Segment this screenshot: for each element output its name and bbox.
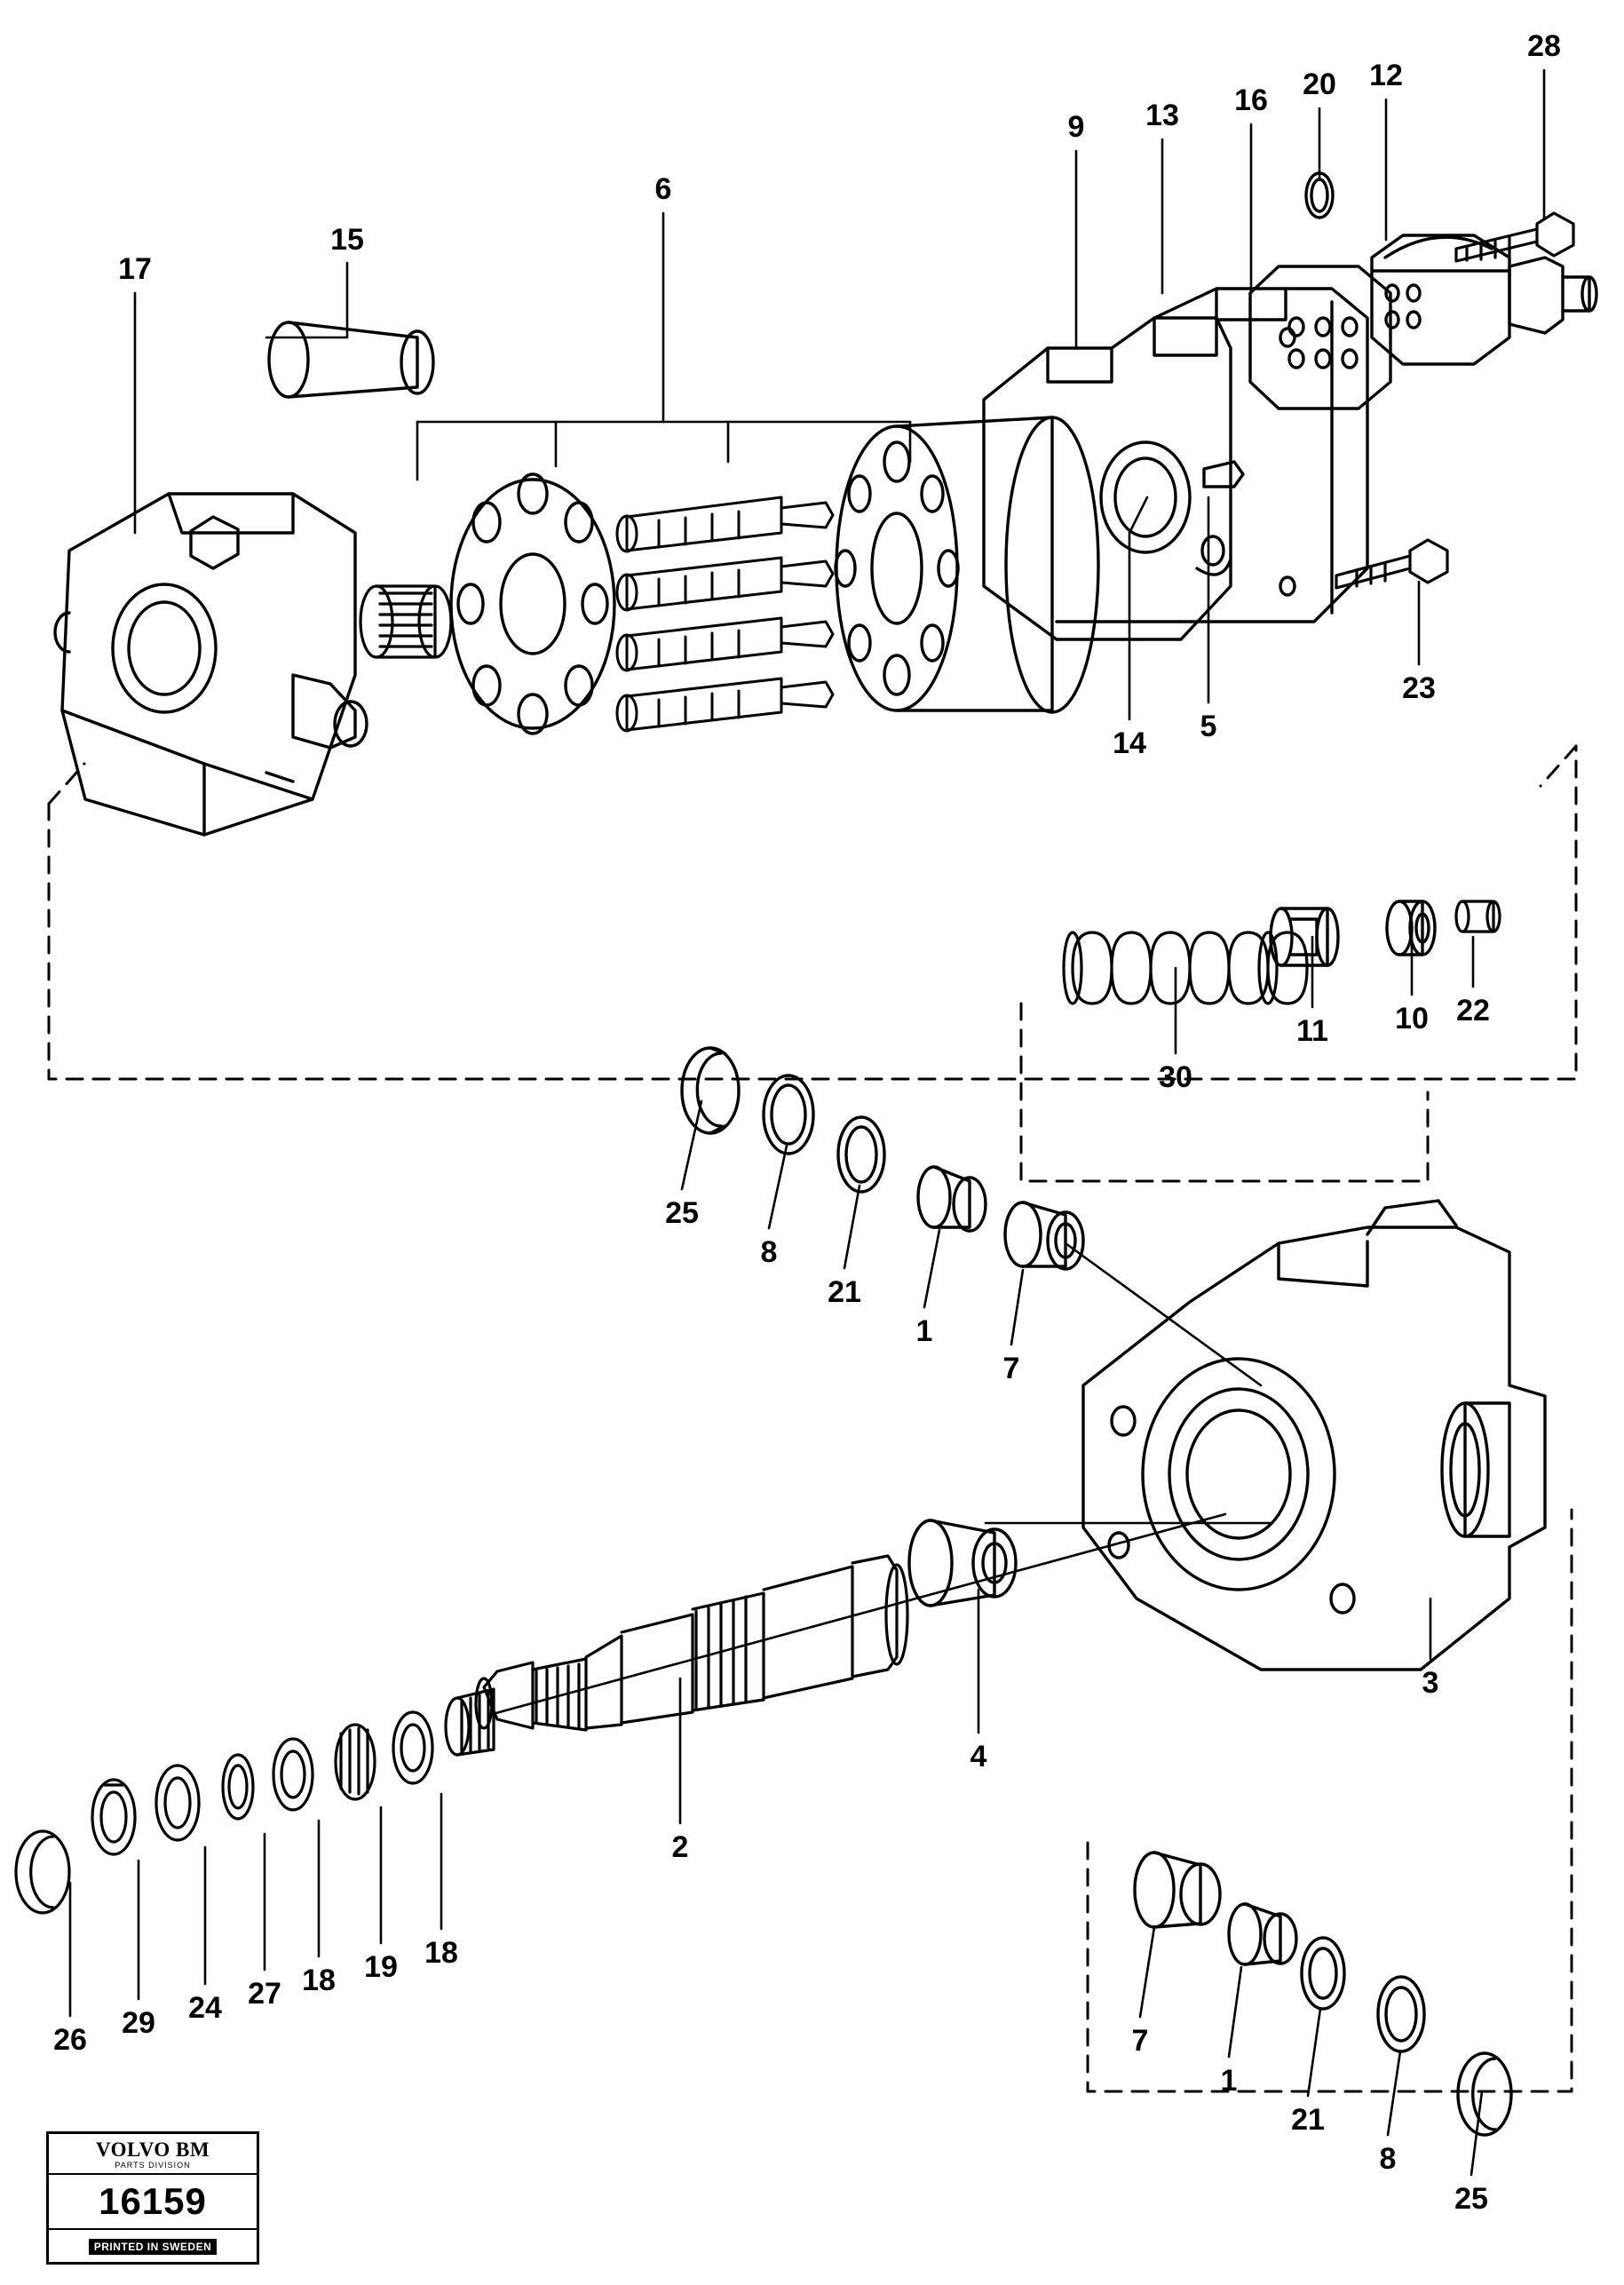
callout-25-upper: 25 <box>665 1196 699 1230</box>
callout-16: 16 <box>1234 83 1268 117</box>
callout-22: 22 <box>1456 994 1490 1027</box>
callout-6: 6 <box>654 172 672 206</box>
callout-29: 29 <box>122 2006 155 2040</box>
callout-24: 24 <box>188 1991 222 2025</box>
callout-21-upper: 21 <box>828 1275 861 1309</box>
callout-18-b: 18 <box>424 1936 458 1970</box>
callout-17: 17 <box>118 252 152 286</box>
callout-9: 9 <box>1067 110 1085 144</box>
callout-1-upper: 1 <box>915 1314 933 1348</box>
callout-8-upper: 8 <box>760 1235 778 1269</box>
callout-11: 11 <box>1296 1014 1328 1048</box>
callout-27: 27 <box>248 1977 281 2011</box>
callout-28: 28 <box>1527 29 1561 63</box>
figure-number: 16159 <box>99 2180 207 2222</box>
stamp-logo-main: VOLVO BM <box>95 2138 210 2161</box>
callout-19: 19 <box>364 1950 398 1984</box>
callout-3: 3 <box>1422 1666 1439 1700</box>
callout-10: 10 <box>1395 1002 1429 1035</box>
volvo-bm-stamp <box>46 2131 259 2265</box>
printed-in-sweden-badge: PRINTED IN SWEDEN <box>89 2239 218 2255</box>
callout-18-a: 18 <box>302 1964 336 1997</box>
callout-14: 14 <box>1113 726 1146 760</box>
callout-5: 5 <box>1200 710 1217 743</box>
stamp-printed-row <box>49 2230 257 2264</box>
callout-26: 26 <box>53 2023 87 2057</box>
callout-25-lower: 25 <box>1454 2182 1488 2216</box>
callout-13: 13 <box>1145 99 1179 132</box>
callout-23: 23 <box>1402 671 1436 705</box>
callout-4: 4 <box>970 1740 987 1773</box>
callout-7-lower: 7 <box>1131 2024 1149 2058</box>
stamp-number-row <box>49 2175 257 2230</box>
callout-12: 12 <box>1369 59 1403 92</box>
callout-20: 20 <box>1303 67 1336 101</box>
callout-7-upper: 7 <box>1002 1352 1020 1385</box>
callout-1-lower: 1 <box>1220 2064 1238 2098</box>
callout-15: 15 <box>330 223 364 257</box>
stamp-logo-sub: PARTS DIVISION <box>115 2161 191 2170</box>
callout-8-lower: 8 <box>1379 2142 1397 2176</box>
callout-30: 30 <box>1159 1060 1192 1094</box>
stamp-logo <box>49 2134 257 2175</box>
callout-21-lower: 21 <box>1291 2103 1325 2137</box>
callout-2: 2 <box>671 1830 689 1864</box>
